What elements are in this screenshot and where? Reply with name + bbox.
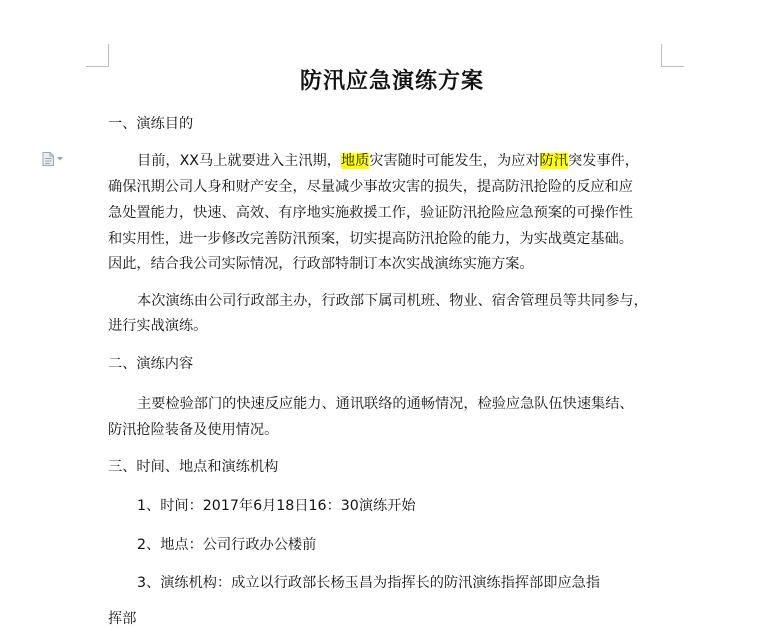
text-run: 目前，XX马上就要进入主汛期，: [137, 153, 341, 169]
list-item-organization-cont: 挥部: [108, 611, 137, 627]
section-heading-content: 二、演练内容: [108, 356, 194, 372]
paragraph-line: 进行实战演练。: [108, 318, 208, 334]
list-item-organization: 3、演练机构：成立以行政部长杨玉昌为指挥长的防汛演练指挥部即应急指: [137, 575, 601, 591]
paragraph-line: 因此，结合我公司实际情况，行政部特制订本次实战演练实施方案。: [108, 256, 534, 272]
paragraph-line: 本次演练由公司行政部主办，行政部下属司机班、物业、宿舍管理员等共同参与，: [137, 293, 648, 309]
paragraph-line: [137, 151, 639, 171]
list-item-place: 2、地点：公司行政办公楼前: [137, 537, 317, 553]
paragraph-line: 主要检验部门的快速反应能力、通讯联络的通畅情况，检验应急队伍快速集结、: [137, 396, 634, 412]
paragraph-line: 确保汛期公司人身和财产安全，尽量减少事故灾害的损失，提高防汛抢险的反应和应: [108, 179, 633, 195]
section-heading-time-place: 三、时间、地点和演练机构: [108, 459, 279, 475]
paragraph-options-button[interactable]: [42, 152, 68, 166]
document-title: 防汛应急演练方案: [299, 68, 484, 94]
paragraph-line: 防汛抢险装备及使用情况。: [108, 422, 279, 438]
section-heading-purpose: 一、演练目的: [108, 116, 194, 132]
caret-down-icon: [57, 157, 63, 161]
paragraph-line: 和实用性，进一步修改完善防汛预案，切实提高防汛抢险的能力，为实战奠定基础。: [108, 231, 633, 247]
highlighted-text: 地质: [340, 153, 370, 169]
text-run: 灾害随时可能发生，为应对: [369, 153, 540, 169]
text-run: 突发事件，: [567, 153, 639, 169]
highlighted-text: 防汛: [539, 153, 568, 169]
crop-mark-top-left: [86, 44, 109, 67]
list-item-time: 1、时间：2017年6月18日16：30演练开始: [137, 498, 416, 514]
paragraph-line: 急处置能力，快速、高效、有序地实施救援工作，验证防汛抢险应急预案的可操作性: [108, 205, 633, 221]
document-icon: [42, 152, 54, 166]
